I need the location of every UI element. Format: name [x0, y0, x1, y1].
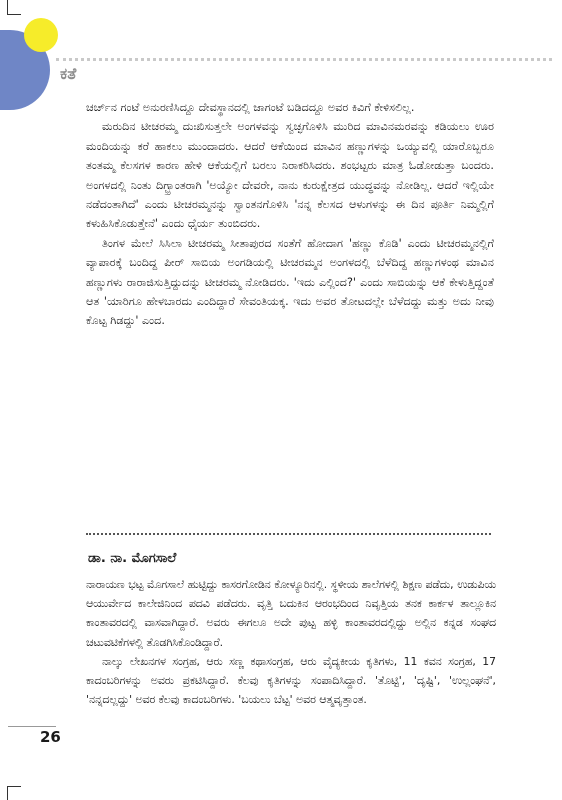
section-divider — [86, 533, 491, 535]
page-number: 26 — [40, 728, 61, 746]
section-label: ಕತೆ — [60, 64, 77, 83]
bio-paragraph: ನಾಲ್ಕು ಲೇಖನಗಳ ಸಂಗ್ರಹ, ಆರು ಸಣ್ಣ ಕಥಾಸಂಗ್ರಹ, ಆರು ವೈದ್ಯಕೀಯ ಕೃತಿಗಳು, 11 ಕವನ ಸಂಗ್ರಹ, 17 ಕಾದಂಬರಿಗಳನ್ನು ಅವರು ಪ್ರಕಟಿಸಿದ್ದಾರೆ. ಕೆಲವು ಕೃತಿಗಳನ್ನು ಸಂಪಾದಿಸಿದ್ದಾರೆ. 'ತೊಟ್ಟಿ', 'ದೃಷ್ಟಿ', 'ಉಲ್ಲಂಘನೆ', 'ನನ್ನದಲ್ಲದ್ದು' ಅವರ ಕೆಲವು ಕಾದಂಬರಿಗಳು. 'ಬಯಲು ಬೆಟ್ಟ' ಅವರ ಆತ್ಮವೃತ್ತಾಂತ. — [86, 654, 496, 707]
page-number-rule — [8, 726, 56, 727]
crop-mark-bottom — [7, 786, 8, 800]
story-body — [86, 98, 494, 331]
decorative-dotted-rule — [56, 58, 552, 61]
author-name: ಡಾ. ನಾ. ಮೊಗಸಾಲೆ — [88, 551, 177, 566]
decorative-yellow-circle — [24, 18, 58, 52]
crop-mark-top — [7, 0, 8, 14]
bio-paragraph: ನಾರಾಯಣ ಭಟ್ಟ ಮೊಗಸಾಲೆ ಹುಟ್ಟಿದ್ದು ಕಾಸರಗೋಡಿನ ಕೋಳ್ಯೂರಿನಲ್ಲಿ. ಸ್ಥಳೀಯ ಶಾಲೆಗಳಲ್ಲಿ ಶಿಕ್ಷಣ ಪಡೆದು, ಉಡುಪಿಯ ಆಯುರ್ವೇದ ಕಾಲೇಜಿನಿಂದ ಪದವಿ ಪಡೆದರು. ವೃತ್ತಿ ಬದುಕಿನ ಆರಂಭದಿಂದ ನಿವೃತ್ತಿಯ ತನಕ ಕಾರ್ಕಳ ತಾಲ್ಲೂಕಿನ ಕಾಂತಾವರದಲ್ಲಿ ವಾಸವಾಗಿದ್ದಾರೆ. ಅವರು ಈಗಲೂ ಅದೇ ಪುಟ್ಟ ಹಳ್ಳಿ ಕಾಂತಾವರದಲ್ಲಿದ್ದು ಅಲ್ಲಿನ ಕನ್ನಡ ಸಂಘದ ಚಟುವಟಿಕೆಗಳಲ್ಲಿ ತೊಡಗಿಸಿಕೊಂಡಿದ್ದಾರೆ. — [86, 578, 496, 649]
story-paragraph: ಮರುದಿನ ಟೀಚರಮ್ಮ ದುಃಖಿಸುತ್ತಲೇ ಅಂಗಳವನ್ನು ಸ್ವಚ್ಛಗೊಳಿಸಿ ಮುರಿದ ಮಾವಿನಮರವನ್ನು ಕಡಿಯಲು ಊರ ಮಂದಿಯನ್ನು ಕರೆ ಹಾಕಲು ಮುಂದಾದರು. ಆದರೆ ಆಕೆಯಿಂದ ಮಾವಿನ ಹಣ್ಣುಗಳನ್ನು ಒಯ್ಯುವಲ್ಲಿ ಯಾರೊಬ್ಬರೂ ತಂತಮ್ಮ ಕೆಲಸಗಳ ಕಾರಣ ಹೇಳಿ ಆಕೆಯಲ್ಲಿಗೆ ಬರಲು ನಿರಾಕರಿಸಿದರು. ಶಂಭಟ್ಟರು ಮಾತ್ರ ಓಡೋಡುತ್ತಾ ಬಂದರು. ಅಂಗಳದಲ್ಲಿ ನಿಂತು ದಿಗ್ಭ್ರಾಂತರಾಗಿ 'ಅಯ್ಯೋ ದೇವರೇ, ನಾನು ಕುರುಕ್ಷೇತ್ರದ ಯುದ್ಧವನ್ನು ನೋಡಿಲ್ಲ. ಆದರೆ ಇಲ್ಲಿಯೇ ನಡೆದಂತಾಗಿದೆ' ಎಂದು ಟೀಚರಮ್ಮನನ್ನು ಸ್ವಾಂತನಗೊಳಿಸಿ 'ನನ್ನ ಕೆಲಸದ ಆಳುಗಳನ್ನು ಈ ದಿನ ಪೂರ್ತಿ ನಿಮ್ಮಲ್ಲಿಗೆ ಕಳುಹಿಸಿಕೊಡುತ್ತೇನೆ' ಎಂದು ಧೈರ್ಯ ತುಂಬಿದರು. — [86, 120, 494, 231]
author-bio — [86, 575, 496, 709]
story-paragraph: ಚರ್ಚ್‌ನ ಗಂಟೆ ಅನುರಣಿಸಿದ್ದೂ ದೇವಸ್ಥಾನದಲ್ಲಿ ಜಾಗಂಟೆ ಬಡಿದದ್ದೂ ಅವರ ಕಿವಿಗೆ ಕೇಳಿಸಲಿಲ್ಲ. — [86, 101, 415, 114]
crop-mark-top-horizontal — [7, 14, 21, 15]
crop-mark-bottom-horizontal — [7, 786, 21, 787]
story-paragraph: ತಿಂಗಳ ಮೇಲೆ ಸಿಸಿಲಾ ಟೀಚರಮ್ಮ ಸೀತಾಪುರದ ಸಂತೆಗೆ ಹೋದಾಗ 'ಹಣ್ಣು ಕೊಡಿ' ಎಂದು ಟೀಚರಮ್ಮನಲ್ಲಿಗೆ ವ್ಯಾಪಾರಕ್ಕೆ ಬಂದಿದ್ದ ಪೀರ್ ಸಾಬಿಯ ಅಂಗಡಿಯಲ್ಲಿ ಟೀಚರಮ್ಮನ ಅಂಗಳದಲ್ಲಿ ಬೆಳೆದಿದ್ದ ಹಣ್ಣುಗಳಂಥ ಮಾವಿನ ಹಣ್ಣುಗಳು ರಾರಾಜಿಸುತ್ತಿದ್ದುದನ್ನು ಟೀಚರಮ್ಮ ನೋಡಿದರು. 'ಇದು ಎಲ್ಲಿಂದ?' ಎಂದು ಸಾಬಿಯನ್ನು ಆಕೆ ಕೇಳುತ್ತಿದ್ದಂತೆ ಆತ 'ಯಾರಿಗೂ ಹೇಳಬಾರದು ಎಂದಿದ್ದಾರೆ ಸೇವಂತಿಯಕ್ಕ. ಇದು ಅವರ ತೋಟದಲ್ಲೇ ಬೆಳೆದದ್ದು ಮತ್ತು ಅದು ನೀವು ಕೊಟ್ಟ ಗಿಡದ್ದು' ಎಂದ. — [86, 236, 494, 328]
